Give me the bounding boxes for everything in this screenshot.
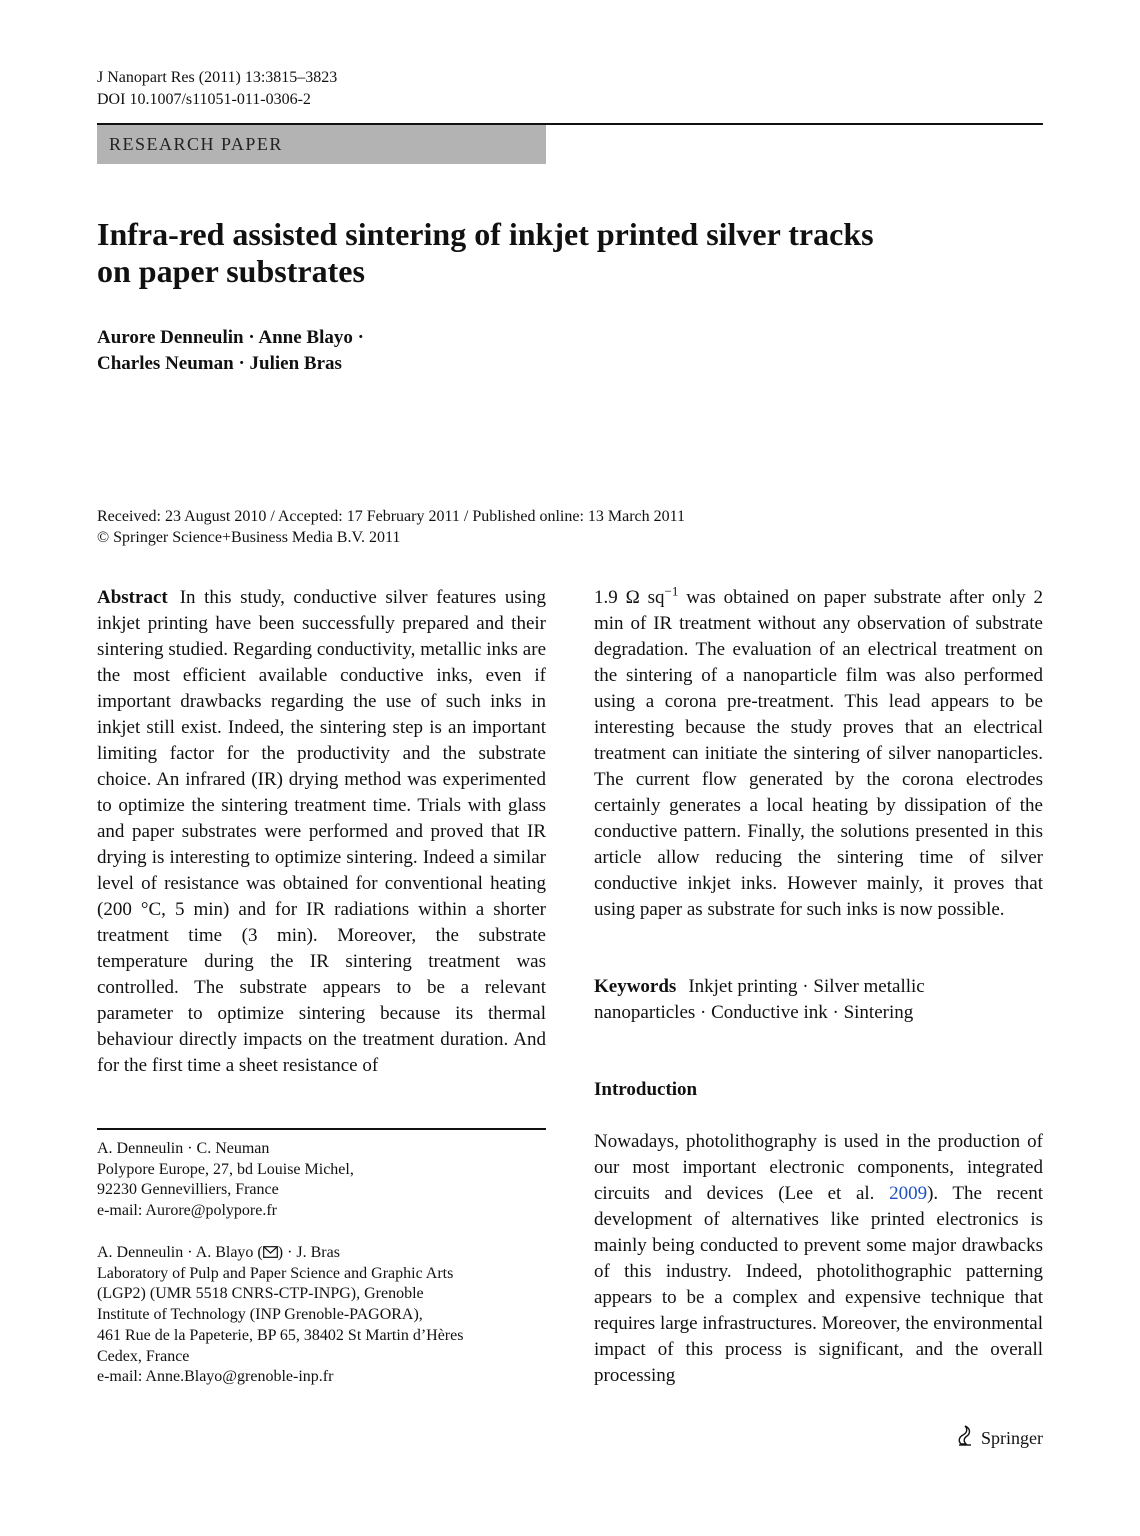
affiliation-rule (97, 1128, 546, 1130)
aff2-authors-suffix: ) · J. Bras (277, 1244, 340, 1261)
title-line-1: Infra-red assisted sintering of inkjet printed silver tracks (97, 216, 874, 252)
springer-logo-icon (955, 1424, 975, 1452)
aff2-line-4: 461 Rue de la Papeterie, BP 65, 38402 St Martin d’Hères (97, 1326, 464, 1344)
section-label: RESEARCH PAPER (97, 125, 546, 164)
aff1-authors: A. Denneulin · C. Neuman (97, 1140, 270, 1157)
affiliation-2 (97, 1243, 546, 1388)
publisher-footer (955, 1424, 1043, 1452)
journal-citation (97, 67, 337, 111)
publisher-name: Springer (981, 1428, 1043, 1448)
aff1-line-2: 92230 Gennevilliers, France (97, 1181, 279, 1199)
dates-line: Received: 23 August 2010 / Accepted: 17 February 2011 / Published online: 13 March 2011 (97, 508, 686, 525)
intro-text-before-link: Nowadays, photolithography is used in the production of our most important electronic components, integrated circuits and devices (Lee et al. (594, 1131, 1043, 1204)
publication-dates (97, 506, 685, 548)
authors-line-2: Charles Neuman · Julien Bras (97, 353, 342, 374)
aff2-line-3: Institute of Technology (INP Grenoble-PAGORA), (97, 1306, 423, 1324)
title-line-2: on paper substrates (97, 253, 365, 289)
abstract-text-right-prefix: 1.9 Ω sq (594, 587, 665, 608)
aff1-line-1: Polypore Europe, 27, bd Louise Michel, (97, 1160, 354, 1178)
aff2-authors-prefix: A. Denneulin · A. Blayo ( (97, 1244, 263, 1261)
aff2-line-1: Laboratory of Pulp and Paper Science and Graphic Arts (97, 1264, 454, 1282)
keywords-line-2: nanoparticles · Conductive ink · Sintering (594, 1002, 914, 1023)
article-title (97, 216, 997, 290)
aff2-line-5: Cedex, France (97, 1347, 190, 1365)
keywords-line-1: Inkjet printing · Silver metallic (688, 976, 925, 997)
aff2-line-2: (LGP2) (UMR 5518 CNRS-CTP-INPG), Grenoble (97, 1285, 424, 1303)
authors-line-1: Aurore Denneulin · Anne Blayo · (97, 327, 364, 348)
introduction-heading: Introduction (594, 1079, 698, 1100)
abstract-right-column (594, 585, 1043, 923)
aff2-authors (97, 1243, 546, 1264)
keywords (594, 974, 1043, 1026)
abstract-left-column (97, 585, 546, 1079)
abstract-label: Abstract (97, 587, 168, 608)
copyright-line: © Springer Science+Business Media B.V. 2011 (97, 529, 401, 546)
aff1-email: e-mail: Aurore@polypore.fr (97, 1202, 278, 1220)
author-list (97, 325, 364, 377)
journal-line: J Nanopart Res (2011) 13:3815–3823 (97, 69, 338, 86)
citation-link-lee-2009[interactable]: 2009 (889, 1183, 928, 1204)
abstract-text-right: was obtained on paper substrate after only 2 min of IR treatment without any observation of substrate degradation. The evaluation of an electrical treatment on the sintering of a nanoparticle film was also performed using a corona pre-treatment. This lead appears to be interesting because the study proves that an electrical treatment can initiate the sintering of silver nanoparticles. The current flow generated by the corona electrodes certainly generates a local heating by dissipation of the conductive pattern. Finally, the solutions presented in this article allow reducing the sintering time of silver conductive inkjet inks. However mainly, it proves that using paper as substrate for such inks is now possible. (594, 587, 1043, 920)
doi-line: DOI 10.1007/s11051-011-0306-2 (97, 91, 311, 108)
keywords-label: Keywords (594, 976, 677, 997)
abstract-text-left: In this study, conductive silver features using inkjet printing have been successfully prepared and their sintering studied. Regarding conductivity, metallic inks are the most efficient available conductive inks, even if important drawbacks regarding the use of such inks in inkjet still exist. Indeed, the sintering step is an important limiting factor for the productivity and the substrate choice. An infrared (IR) drying method was experimented to optimize the sintering treatment time. Trials with glass and paper substrates were performed and proved that IR drying is interesting to optimize sintering. Indeed a similar level of resistance was obtained for conventional heating (200 °C, 5 min) and for IR radiations within a shorter treatment time (3 min). Moreover, the substrate temperature during the IR sintering treatment was controlled. The substrate appears to be a relevant parameter to optimize sintering because its thermal behaviour directly impacts on the treatment duration. And for the first time a sheet resistance of (97, 587, 546, 1076)
abstract-superscript: −1 (664, 583, 679, 599)
introduction-text (594, 1129, 1043, 1389)
intro-text-after-link: ). The recent development of alternatives like printed electronics is mainly being conducted to prevent some major drawbacks of this industry. Indeed, photolithographic patterning appears to be a complex and expensive technique that requires large infrastructures. Moreover, the environmental impact of this process is significant, and the overall processing (594, 1183, 1043, 1386)
aff2-email: e-mail: Anne.Blayo@grenoble-inp.fr (97, 1368, 334, 1386)
envelope-icon (263, 1244, 278, 1261)
affiliation-1 (97, 1139, 546, 1222)
